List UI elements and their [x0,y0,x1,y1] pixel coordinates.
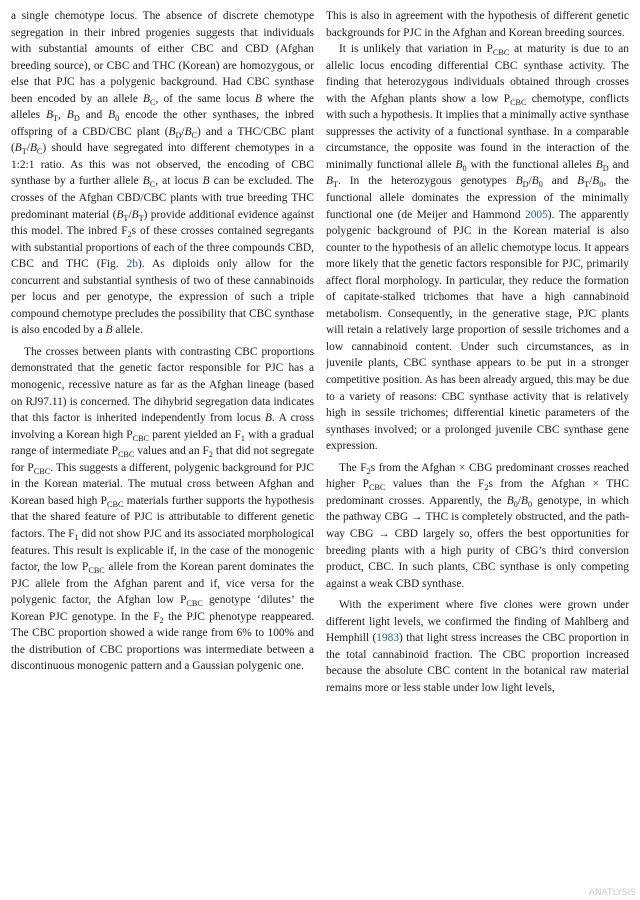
paragraph: The $F_2s$ from the Afghan × CBG predominant crosses reached higher $P_{CBC}$ values than the $F_2s$ from the Afghan × THC predominant crosses. Apparently, the $B_0/B_0$ genotype, in which the pathway CBG → THC is completely obstructed, and the pathway CBG → CBD largely so, offers the best opportunities for breeding plants with a high purity of CBG’s third conversion product, CBC. In such plants, CBC synthase is only competing against a weak CBD synthase. [326,461,629,590]
watermark: ANATLYSIS [588,888,636,898]
citation-link[interactable]: 1983 [376,632,400,645]
paragraph: With the experiment where five clones were grown under different light levels, we confirmed the finding of Mahlberg and Hemphill (1983) that light stress increases the CBC proportion in the total cannabinoid fraction. The CBC proportion increased because the absolute CBC content in the botanical raw material remains more or less stable under low light levels, [326,599,629,694]
paragraph: This is also in agreement with the hypothesis of different genetic backgrounds for PJC in the Afghan and Korean breeding sources. [326,10,629,39]
citation-link[interactable]: 2005 [525,208,548,221]
left-column [11,8,314,900]
right-column [326,8,629,900]
paragraph: The crosses between plants with contrasting CBC proportions demonstrated that the genetic factor responsible for PJC has a monogenic, recessive nature as far as the Afghan lineage (based on RJ97.11) is concerned. The dihybrid segregation data indicates that this factor is inherited independently from locus B. A cross involving a Korean high $P_{CBC}$ parent yielded an $F_1$ with a gradual range of intermediate $P_{CBC}$ values and an $F_2$ that did not segregate for $P_{CBC}$. This suggests a different, polygenic background for PJC in the Korean material. The mutual cross between Afghan and Korean based high $P_{CBC}$ materials further supports the hypothesis that the shared feature of PJC is attributable to different genetic factors. The $F_1$ did not show PJC and its associated morphological features. This result is explicable if, in the case of the monogenic factor, the low $P_{CBC}$ allele from the Korean parent dominates the PJC allele from the Afghan parent and if, vice versa for the polygenic factor, the Afghan low $P_{CBC}$ genotype ‘dilutes’ the Korean PJC genotype. In the $F_2$ the PJC phenotype reappeared. The CBC proportion showed a wide range from 6% to 100% and the distribution of CBC proportions was intermediate between a discontinuous monogenic pattern and a Gaussian polygenic one. [11,345,314,673]
paragraph: a single chemotype locus. The absence of discrete chemotype segregation in their inbred progenies suggests that individuals with substantial amounts of either CBC and CBD (Afghan breeding source), or CBC and THC (Korean) are homozygous, or else that PJC has a polygenic background. Had CBC synthase been encoded by an allele $B_C$, of the same locus B where the alleles $B_T$, $B_D$ and $B_0$ encode the other synthases, the inbred offspring of a CBD/CBC plant $(B_D/B_C)$ and a THC/CBC plant $(B_T/B_C)$ should have segregated into different chemotypes in a 1:2:1 ratio. As this was not observed, the encoding of CBC synthase by a further allele $B_C$, at locus B can be excluded. The crosses of the Afghan CBD/CBC plants with true breeding THC predominant material $(B_T/B_T)$ provide additional evidence against this model. The inbred $F_2s$ of these crosses contained segregants with substantial proportions of each of the three compounds CBD, CBC and THC (Fig. 2b). As diploids only allow for the concurrent and substantial synthesis of two of these cannabinoids per locus and per genotype, the expression of such a triple compound chemotype precludes the possibility that CBC synthase is also encoded by a B allele. [11,10,314,337]
figure-link[interactable]: 2b [126,258,138,271]
paragraph: It is unlikely that variation in $P_{CBC}$ at maturity is due to an allelic locus encoding differential CBC synthase activity. The finding that heterozygous individuals obtained through crosses with the Afghan plants show a low $P_{CBC}$ chemotype, conflicts with such a hypothesis. It implies that a minimally active synthase suppresses the activity of a functional synthase. In a comparable circumstance, the opposite was found in the interaction of the minimally functional allele $B_0$ with the functional alleles $B_D$ and $B_T$. In the heterozygous genotypes $B_D/B_0$ and $B_T/B_0$, the functional allele dominates the expression of the minimally functional one (de Meijer and Hammond 2005). The apparently polygenic background of PJC in the Korean material is also counter to the hypothesis of an allelic chemotype locus. It appears more likely that the genetic factors responsible for PJC, primarily affect floral morphology. In particular, they reduce the formation of capitate-stalked trichomes that have a high cannabinoid metabolism. Consequently, in the generative stage, PJC plants will retain a relatively large proportion of sessile trichomes and a low cannabinoid content. Under such circumstances, as in juvenile plants, CBC synthase appears to be put in a stronger competitive position. As has been already argued, this may be due to a variety of reasons: CBC synthase activity that is relatively high in sessile trichomes; differential kinetic parameters of the synthases involved; or a prolonged juvenile CBC synthase gene expression. [326,43,629,453]
